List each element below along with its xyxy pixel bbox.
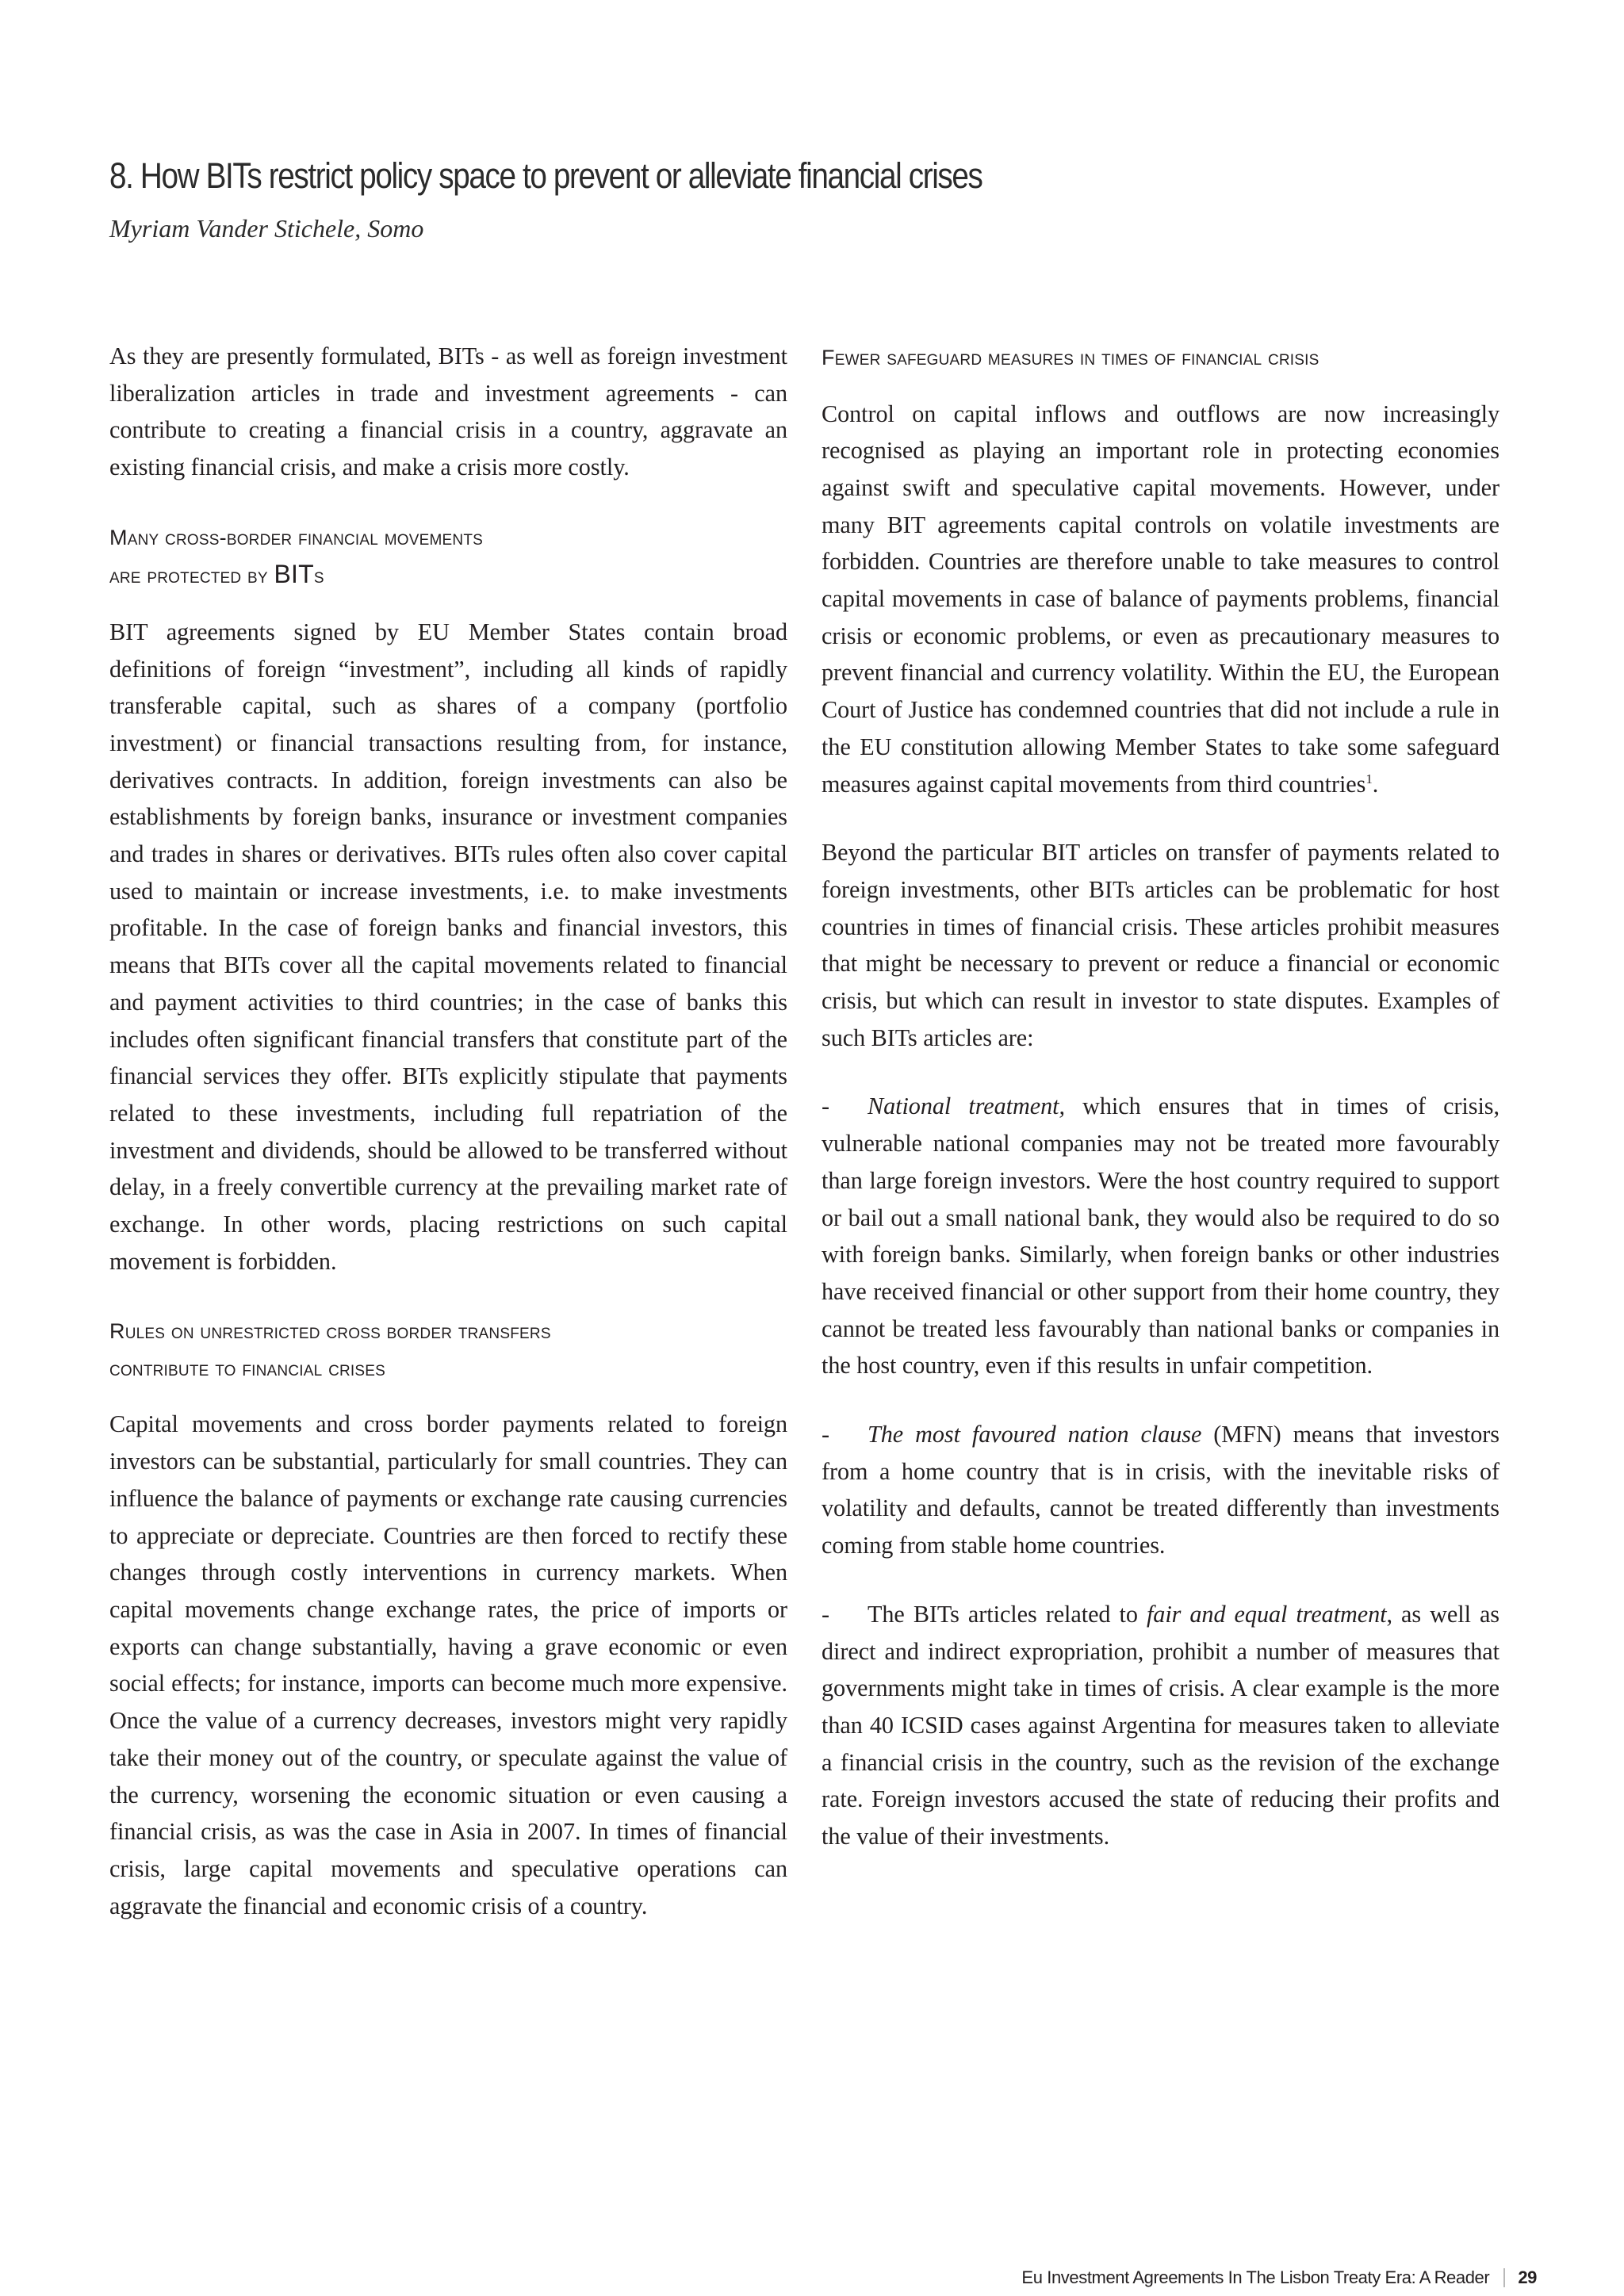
- bullet-term: National treatment,: [868, 1093, 1065, 1120]
- bullet-text: which ensures that in times of crisis, vulnerable national companies may not be treated more favourably than large foreign investors. Were the host country required to support or bail out a small national bank, they would also be required to do so with foreign banks. Similarly, when foreign banks or other industries have received financial or other support from their home country, they cannot be treated less favourably than national banks or companies in the host country, even if this results in unfair competition.: [822, 1093, 1500, 1380]
- bullet-dash: -: [822, 1600, 830, 1628]
- section-heading-text: are protected by: [109, 564, 274, 588]
- bits-acronym: BIT: [274, 560, 314, 589]
- bullet-dash: -: [822, 1421, 830, 1448]
- bullet-national-treatment: [822, 1088, 1500, 1384]
- footnote-marker: 1: [1365, 771, 1373, 786]
- publication-title: Eu Investment Agreements In The Lisbon Treaty Era: A Reader: [1021, 2267, 1490, 2287]
- bullet-mfn-clause: [822, 1416, 1500, 1564]
- section-heading-line: Many cross-border financial movements: [109, 525, 483, 549]
- paragraph-text: Control on capital inflows and outflows are now increasingly recognised as playing an important role in protecting economies against swift and speculative capital movements. However, under many BIT agreements capital controls on volatile investments are forbidden. Countries are therefore unable to take measures to control capital movements in case of balance of payments problems, financial crisis or economic problems, or even as precautionary measures to prevent financial and currency volatility. Within the EU, the European Court of Justice has condemned countries that did not include a rule in the EU constitution allowing Member States to take some safeguard measures against capital movements from third countries: [822, 400, 1500, 798]
- bullet-term: The most favoured nation clause: [868, 1421, 1202, 1448]
- intro-paragraph: As they are presently formulated, BITs - as well as foreign investment liberalization articles in trade and investment agreements - can contribute to creating a financial crisis in a country, aggravate an existing financial crisis, and make a crisis more costly.: [109, 342, 787, 481]
- footer-divider: [1503, 2268, 1505, 2287]
- paragraph-bit-articles: Beyond the particular BIT articles on transfer of payments related to foreign investments, other BITs articles can be problematic for host countries in times of financial crisis. These articles prohibit measures that might be necessary to prevent or reduce a financial or economic crisis, but which can result in investor to state disputes. Examples of such BITs articles are:: [822, 839, 1500, 1051]
- bullet-term: fair and equal treatment: [1146, 1600, 1387, 1628]
- bullet-fair-treatment: [822, 1596, 1500, 1855]
- bullet-text: The BITs articles related to: [868, 1600, 1147, 1628]
- bits-acronym-suffix: s: [313, 564, 324, 588]
- section-heading-line: contribute to financial crises: [109, 1356, 386, 1380]
- section-heading-line: [109, 556, 787, 595]
- chapter-title: 8. How BITs restrict policy space to prevent or alleviate financial crises: [109, 155, 982, 196]
- paragraph-capital-controls: [822, 396, 1500, 803]
- section-heading-unrestricted-transfers: [109, 1313, 787, 1387]
- bullet-dash: -: [822, 1093, 830, 1120]
- right-column: [822, 339, 1500, 1887]
- paragraph-end: .: [1372, 770, 1379, 798]
- bullet-text: (MFN) means that investors from a home country that is in crisis, with the inevitable risks of volatility and defaults, cannot be treated differently than investments coming from stable home countries.: [822, 1421, 1500, 1559]
- bullet-text: , as well as direct and indirect expropriation, prohibit a number of measures that governments might take in times of crisis. A clear example is the more than 40 ICSID cases against Argentina for measures taken to alleviate a financial crisis in the country, such as the revision of the exchange rate. Foreign investors accused the state of reducing their profits and the value of their investments.: [822, 1600, 1500, 1850]
- section-heading-fewer-safeguards: Fewer safeguard measures in times of financial crisis: [822, 346, 1320, 369]
- paragraph-capital-movements: Capital movements and cross border payments related to foreign investors can be substantial, particularly for small countries. They can influence the balance of payments or exchange rate causing currencies to appreciate or depreciate. Countries are then forced to rectify these changes through costly interventions in currency markets. When capital movements change exchange rates, the price of imports or exports can change substantially, having a grave economic or even social effects; for instance, imports can become much more expensive. Once the value of a currency decreases, investors might very rapidly take their money out of the country, or speculate against the value of the currency, worsening the economic situation or even causing a financial crisis, as was the case in Asia in 2007. In times of financial crisis, large capital movements and speculative operations can aggravate the financial and economic crisis of a country.: [109, 1410, 787, 1919]
- page-footer: [1021, 2267, 1537, 2288]
- chapter-author: Myriam Vander Stichele, Somo: [109, 214, 424, 243]
- paragraph-bit-definitions: BIT agreements signed by EU Member States contain broad definitions of foreign “investment”, including all kinds of rapidly transferable capital, such as shares of a company (portfolio investment) or financial transactions resulting from, for instance, derivatives contracts. In addition, foreign investments can also be establishments by foreign banks, insurance or investment companies and trades in shares or derivatives. BITs rules often also cover capital used to maintain or increase investments, i.e. to make investments profitable. In the case of foreign banks and financial investors, this means that BITs cover all the capital movements related to financial and payment activities to third countries; in the case of banks this includes often significant financial transfers that constitute part of the financial services they offer. BITs explicitly stipulate that payments related to these investments, including full repatriation of the investment and dividends, should be allowed to be transferred without delay, in a freely convertible currency at the prevailing market rate of exchange. In other words, placing restrictions on such capital movement is forbidden.: [109, 618, 787, 1275]
- section-heading-cross-border: [109, 519, 787, 595]
- left-column: [109, 338, 787, 1957]
- page-number: 29: [1518, 2267, 1537, 2287]
- section-heading-line: Rules on unrestricted cross border transfers: [109, 1319, 551, 1344]
